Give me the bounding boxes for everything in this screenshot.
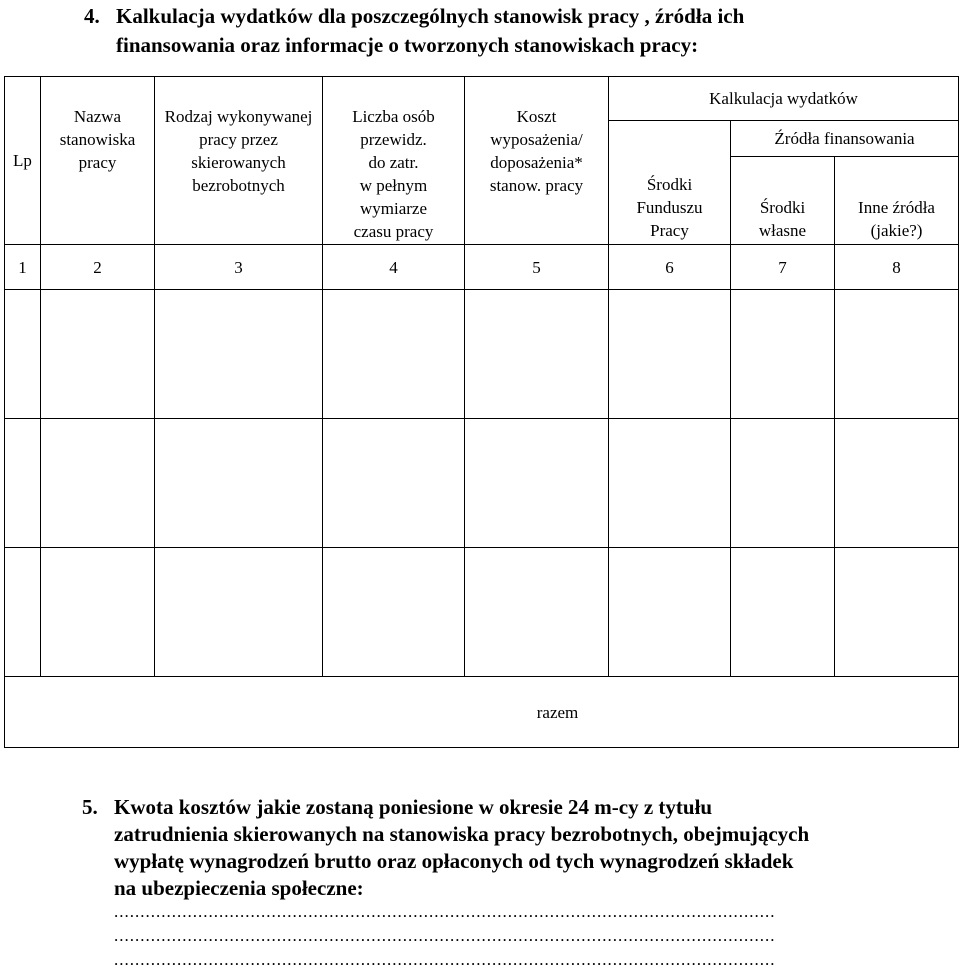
table-cell[interactable] [323, 548, 465, 677]
header-work-type: Rodzaj wykonywanej pracy przez skierowanych bezrobotnych [155, 77, 323, 245]
total-row [5, 677, 959, 748]
table-cell[interactable] [323, 290, 465, 419]
header-position-name: Nazwa stanowiska pracy [41, 77, 155, 245]
table-cell[interactable] [609, 548, 731, 677]
table-cell[interactable] [41, 419, 155, 548]
table-cell[interactable] [5, 548, 41, 677]
table-cell[interactable] [465, 419, 609, 548]
header-persons: Liczba osób przewidz. do zatr. w pełnym wymiarze czasu pracy [323, 77, 465, 245]
table-cell[interactable] [731, 419, 835, 548]
header-labor-fund: Środki Funduszu Pracy [609, 121, 731, 245]
column-number-row [5, 245, 959, 290]
table-cell[interactable] [155, 548, 323, 677]
table-cell[interactable] [609, 419, 731, 548]
expense-table [4, 76, 959, 748]
header-calculation: Kalkulacja wydatków [609, 77, 959, 121]
table-row [5, 419, 959, 548]
table-cell[interactable] [41, 290, 155, 419]
dotted-fill-line[interactable]: .............................................................................................................................. [114, 902, 776, 921]
section-number: 5. [82, 795, 98, 819]
column-number: 3 [155, 245, 323, 290]
table-row [5, 290, 959, 419]
header-other-sources: Inne źródła (jakie?) [835, 157, 959, 245]
table-cell[interactable] [835, 290, 959, 419]
total-label: razem [5, 677, 959, 748]
column-number: 4 [323, 245, 465, 290]
table-cell[interactable] [155, 419, 323, 548]
section-number: 4. [84, 4, 100, 28]
table-cell[interactable] [41, 548, 155, 677]
header-own-funds: Środki własne [731, 157, 835, 245]
table-cell[interactable] [465, 290, 609, 419]
column-number: 8 [835, 245, 959, 290]
table-cell[interactable] [323, 419, 465, 548]
column-number: 2 [41, 245, 155, 290]
table-cell[interactable] [155, 290, 323, 419]
table-cell[interactable] [731, 548, 835, 677]
section-5-line: wypłatę wynagrodzeń brutto oraz opłaconych od tych wynagrodzeń składek [114, 849, 794, 873]
table-cell[interactable] [731, 290, 835, 419]
table-cell[interactable] [5, 290, 41, 419]
table-cell[interactable] [465, 548, 609, 677]
section-5-line: zatrudnienia skierowanych na stanowiska pracy bezrobotnych, obejmujących [114, 822, 810, 846]
table-cell[interactable] [5, 419, 41, 548]
column-number: 5 [465, 245, 609, 290]
header-funding-sources: Źródła finansowania [731, 121, 959, 157]
column-number: 7 [731, 245, 835, 290]
section-5-line: na ubezpieczenia społeczne: [114, 876, 364, 900]
section-4-title [84, 2, 944, 60]
title-line-2: finansowania oraz informacje o tworzonych stanowiskach pracy: [116, 33, 699, 57]
header-lp: Lp [5, 77, 41, 245]
column-number: 6 [609, 245, 731, 290]
header-cost: Koszt wyposażenia/ doposażenia* stanow. pracy [465, 77, 609, 245]
section-5-text [82, 794, 954, 902]
dotted-fill-line[interactable]: .............................................................................................................................. [114, 950, 776, 969]
dotted-fill-line[interactable]: .............................................................................................................................. [114, 926, 776, 945]
table-cell[interactable] [835, 419, 959, 548]
title-line-1: Kalkulacja wydatków dla poszczególnych stanowisk pracy , źródła ich [116, 4, 745, 28]
section-5-line: Kwota kosztów jakie zostaną poniesione w okresie 24 m-cy z tytułu [114, 795, 713, 819]
table-cell[interactable] [835, 548, 959, 677]
table-cell[interactable] [609, 290, 731, 419]
column-number: 1 [5, 245, 41, 290]
table-row [5, 548, 959, 677]
